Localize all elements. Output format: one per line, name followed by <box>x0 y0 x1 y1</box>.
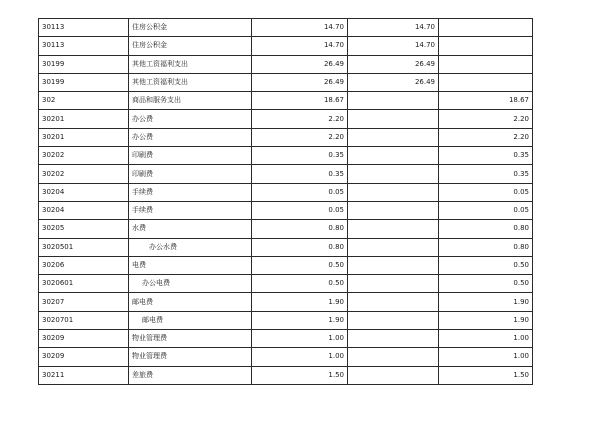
subject-name-cell: 差旅费 <box>129 366 252 384</box>
basic-expenditure-cell: 26.49 <box>348 73 439 91</box>
subject-name-cell: 手续费 <box>129 183 252 201</box>
subject-code-cell: 30199 <box>39 73 129 91</box>
table-row <box>39 275 533 293</box>
subject-name-cell: 水费 <box>129 220 252 238</box>
project-expenditure-cell: 1.00 <box>439 348 533 366</box>
subject-name-cell: 印刷费 <box>129 165 252 183</box>
project-expenditure-cell <box>439 37 533 55</box>
project-expenditure-cell: 0.35 <box>439 147 533 165</box>
basic-expenditure-cell <box>348 330 439 348</box>
total-amount-cell: 1.00 <box>252 348 348 366</box>
subject-name-cell: 物业管理费 <box>129 330 252 348</box>
total-amount-cell: 1.00 <box>252 330 348 348</box>
project-expenditure-cell <box>439 73 533 91</box>
project-expenditure-cell: 1.50 <box>439 366 533 384</box>
subject-code-cell: 30204 <box>39 183 129 201</box>
basic-expenditure-cell <box>348 238 439 256</box>
total-amount-cell: 1.90 <box>252 293 348 311</box>
total-amount-cell: 26.49 <box>252 73 348 91</box>
budget-table-sheet <box>38 18 532 385</box>
subject-name-cell: 其他工资福利支出 <box>129 73 252 91</box>
subject-name-cell: 其他工资福利支出 <box>129 55 252 73</box>
basic-expenditure-cell <box>348 293 439 311</box>
basic-expenditure-cell: 14.70 <box>348 37 439 55</box>
project-expenditure-cell: 1.90 <box>439 293 533 311</box>
subject-name-cell: 印刷费 <box>129 147 252 165</box>
subject-name-cell: 手续费 <box>129 201 252 219</box>
table-row <box>39 238 533 256</box>
table-row <box>39 147 533 165</box>
project-expenditure-cell: 0.35 <box>439 165 533 183</box>
total-amount-cell: 0.05 <box>252 183 348 201</box>
project-expenditure-cell: 0.80 <box>439 220 533 238</box>
table-row <box>39 73 533 91</box>
subject-code-cell: 30211 <box>39 366 129 384</box>
subject-name-cell: 住房公积金 <box>129 37 252 55</box>
total-amount-cell: 26.49 <box>252 55 348 73</box>
project-expenditure-cell: 0.50 <box>439 256 533 274</box>
subject-code-cell: 30209 <box>39 330 129 348</box>
project-expenditure-cell: 0.80 <box>439 238 533 256</box>
total-amount-cell: 14.70 <box>252 19 348 37</box>
basic-expenditure-cell <box>348 147 439 165</box>
project-expenditure-cell: 2.20 <box>439 128 533 146</box>
table-row <box>39 128 533 146</box>
basic-expenditure-cell <box>348 201 439 219</box>
subject-code-cell: 30202 <box>39 165 129 183</box>
project-expenditure-cell: 1.90 <box>439 311 533 329</box>
project-expenditure-cell <box>439 19 533 37</box>
table-row <box>39 366 533 384</box>
project-expenditure-cell: 0.50 <box>439 275 533 293</box>
subject-name-cell: 电费 <box>129 256 252 274</box>
subject-code-cell: 30199 <box>39 55 129 73</box>
total-amount-cell: 2.20 <box>252 128 348 146</box>
subject-code-cell: 3020701 <box>39 311 129 329</box>
total-amount-cell: 1.90 <box>252 311 348 329</box>
subject-name-cell: 邮电费 <box>129 293 252 311</box>
subject-code-cell: 30202 <box>39 147 129 165</box>
subject-code-cell: 30205 <box>39 220 129 238</box>
basic-expenditure-cell <box>348 220 439 238</box>
project-expenditure-cell: 0.05 <box>439 201 533 219</box>
table-row <box>39 330 533 348</box>
subject-name-cell: 办公费 <box>129 110 252 128</box>
basic-expenditure-cell <box>348 92 439 110</box>
table-row <box>39 311 533 329</box>
subject-name-cell: 办公水费 <box>129 238 252 256</box>
total-amount-cell: 0.50 <box>252 256 348 274</box>
table-row <box>39 201 533 219</box>
subject-name-cell: 办公电费 <box>129 275 252 293</box>
subject-code-cell: 30206 <box>39 256 129 274</box>
table-row <box>39 348 533 366</box>
subject-code-cell: 302 <box>39 92 129 110</box>
table-row <box>39 293 533 311</box>
table-row <box>39 220 533 238</box>
total-amount-cell: 18.67 <box>252 92 348 110</box>
basic-expenditure-cell: 14.70 <box>348 19 439 37</box>
table-row <box>39 110 533 128</box>
subject-code-cell: 30201 <box>39 110 129 128</box>
subject-code-cell: 30113 <box>39 19 129 37</box>
basic-expenditure-cell <box>348 311 439 329</box>
expenditure-table-body <box>39 19 533 385</box>
project-expenditure-cell: 18.67 <box>439 92 533 110</box>
subject-code-cell: 3020501 <box>39 238 129 256</box>
subject-name-cell: 商品和服务支出 <box>129 92 252 110</box>
basic-expenditure-cell <box>348 366 439 384</box>
table-row <box>39 165 533 183</box>
basic-expenditure-cell <box>348 275 439 293</box>
total-amount-cell: 0.50 <box>252 275 348 293</box>
basic-expenditure-cell <box>348 183 439 201</box>
subject-code-cell: 30204 <box>39 201 129 219</box>
total-amount-cell: 0.35 <box>252 147 348 165</box>
project-expenditure-cell: 0.05 <box>439 183 533 201</box>
project-expenditure-cell: 1.00 <box>439 330 533 348</box>
subject-name-cell: 邮电费 <box>129 311 252 329</box>
subject-code-cell: 30201 <box>39 128 129 146</box>
total-amount-cell: 0.80 <box>252 220 348 238</box>
total-amount-cell: 0.35 <box>252 165 348 183</box>
total-amount-cell: 0.80 <box>252 238 348 256</box>
table-row <box>39 37 533 55</box>
total-amount-cell: 2.20 <box>252 110 348 128</box>
table-row <box>39 183 533 201</box>
basic-expenditure-cell <box>348 165 439 183</box>
total-amount-cell: 1.50 <box>252 366 348 384</box>
basic-expenditure-cell <box>348 110 439 128</box>
basic-expenditure-cell <box>348 256 439 274</box>
table-row <box>39 19 533 37</box>
total-amount-cell: 0.05 <box>252 201 348 219</box>
expenditure-table <box>38 18 533 385</box>
table-row <box>39 55 533 73</box>
subject-name-cell: 住房公积金 <box>129 19 252 37</box>
table-row <box>39 92 533 110</box>
basic-expenditure-cell: 26.49 <box>348 55 439 73</box>
project-expenditure-cell: 2.20 <box>439 110 533 128</box>
subject-name-cell: 物业管理费 <box>129 348 252 366</box>
project-expenditure-cell <box>439 55 533 73</box>
subject-code-cell: 30207 <box>39 293 129 311</box>
total-amount-cell: 14.70 <box>252 37 348 55</box>
subject-name-cell: 办公费 <box>129 128 252 146</box>
subject-code-cell: 30113 <box>39 37 129 55</box>
basic-expenditure-cell <box>348 348 439 366</box>
basic-expenditure-cell <box>348 128 439 146</box>
subject-code-cell: 3020601 <box>39 275 129 293</box>
table-row <box>39 256 533 274</box>
subject-code-cell: 30209 <box>39 348 129 366</box>
